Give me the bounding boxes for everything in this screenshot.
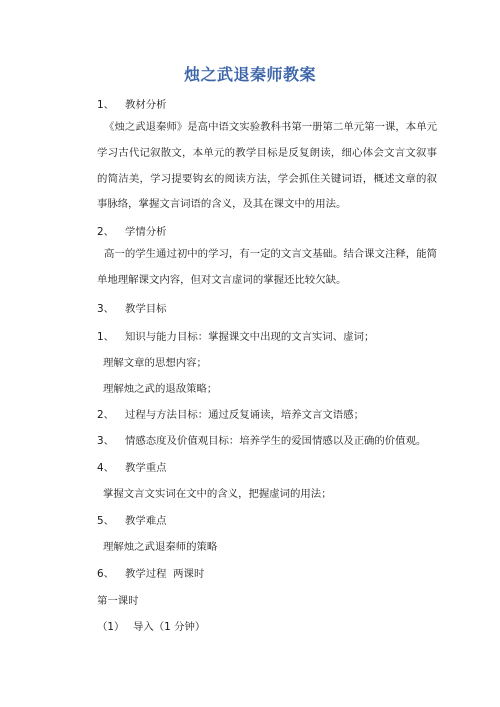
section-title: 教学目标 (125, 303, 167, 315)
goal-text: 情感态度及价值观目标：培养学生的爱国情感以及正确的价值观。 (125, 435, 427, 447)
goal-text: 过程与方法目标：通过反复诵读，培养文言文语感； (125, 409, 364, 421)
section-number: 6、 (97, 568, 115, 580)
section-text-5: 理解烛之武退秦师的策略 (103, 541, 218, 553)
section-number: 4、 (97, 462, 115, 474)
section-paragraph-1 (97, 115, 437, 218)
section-heading-3 (97, 302, 167, 316)
goal-subitem-1b: 理解烛之武的退敌策略； (103, 383, 218, 395)
section-text-4: 掌握文言文实词在文中的含义，把握虚词的用法； (103, 488, 332, 500)
section-paragraph-2 (97, 242, 437, 294)
section-heading-5 (97, 514, 167, 528)
section-number: 5、 (97, 515, 115, 527)
section-title: 教学难点 (125, 515, 167, 527)
step-item-1 (97, 620, 205, 634)
paragraph-text: 《烛之武退秦师》是高中语文实验教科书第一册第二单元第一课，本单元学习古代记叙散文，本单元的教学目标是反复朗读，细心体会文言文叙事的简洁美，学习提要钩玄的阅读方法，学会抓住关键词语，概述文章的叙事脉络，掌握文言词语的含义，及其在课文中的用法。 (97, 121, 437, 211)
section-title: 教学过程 两课时 (125, 568, 205, 580)
section-title: 教学重点 (125, 462, 167, 474)
page-title: 烛之武退秦师教案 (183, 65, 316, 84)
section-heading-1 (97, 98, 167, 112)
section-title: 教材分析 (125, 99, 167, 111)
section-number: 3、 (97, 303, 115, 315)
goal-number: 2、 (97, 409, 115, 421)
goal-item-1 (97, 330, 374, 344)
goal-number: 1、 (97, 331, 115, 343)
section-number: 2、 (97, 226, 115, 238)
section-number: 1、 (97, 99, 115, 111)
step-number: （1） (97, 621, 125, 633)
goal-subitem-1a: 理解文章的思想内容； (103, 357, 207, 369)
paragraph-text: 高一的学生通过初中的学习，有一定的文言文基础。结合课文注释，能简单地理解课文内容，但对文言虚词的掌握还比较欠缺。 (97, 248, 437, 286)
goal-text: 知识与能力目标：掌握课文中出现的文言实词、虚词； (125, 331, 375, 343)
goal-number: 3、 (97, 435, 115, 447)
lesson-label: 第一课时 (97, 595, 139, 607)
section-heading-6 (97, 567, 204, 581)
goal-item-2 (97, 408, 364, 422)
section-heading-2 (97, 225, 167, 239)
step-text: 导入（1 分钟） (133, 621, 206, 633)
section-title: 学情分析 (125, 226, 167, 238)
section-heading-4 (97, 461, 167, 475)
goal-item-3 (97, 434, 426, 448)
